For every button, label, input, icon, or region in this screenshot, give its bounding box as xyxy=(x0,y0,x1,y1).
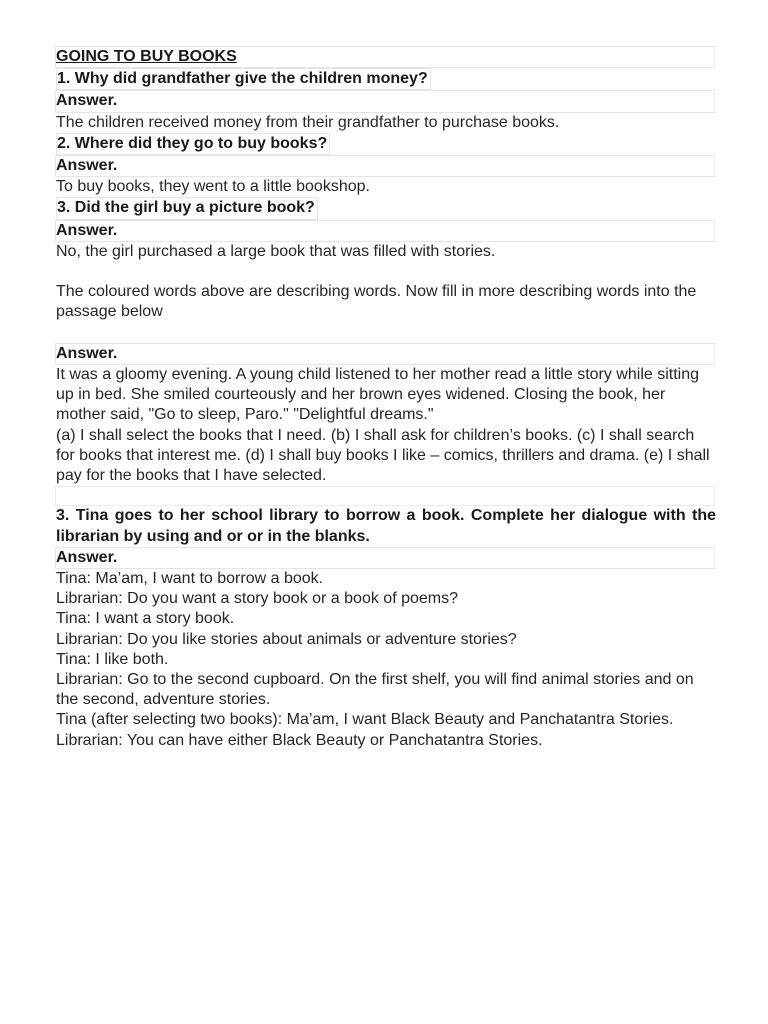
passage-paragraph-1: It was a gloomy evening. A young child listened to her mother read a little story while sitting up in bed. She smiled courteously and her brown eyes widened. Closing the book, her mother said, "Go to sleep, Paro." "Delightful dreams." xyxy=(56,366,700,424)
question-1: 1. Why did grandfather give the children money? xyxy=(56,68,431,90)
question-2-row xyxy=(56,133,716,155)
dialogue-line: Librarian: You can have either Black Beauty or Panchatantra Stories. xyxy=(56,731,543,749)
question-3-row xyxy=(56,197,716,219)
answer-label: Answer. xyxy=(56,157,118,175)
dialogue-line: Tina: Ma’am, I want to borrow a book. xyxy=(56,570,324,588)
dialogue-line: Librarian: Do you want a story book or a book of poems? xyxy=(56,590,458,608)
dialogue-line: Librarian: Go to the second cupboard. On the first shelf, you will find animal stories and on the second, adventure stories. xyxy=(56,671,694,709)
document-title: GOING TO BUY BOOKS xyxy=(56,48,237,65)
answer-4-label-row xyxy=(55,343,715,365)
answer-label: Answer. xyxy=(56,221,118,239)
question-4: 3. Tina goes to her school library to borrow a book. Complete her dialogue with the librarian by using and or or in the blanks. xyxy=(56,507,716,545)
answer-label: Answer. xyxy=(56,548,118,566)
passage-paragraph-2: (a) I shall select the books that I need. (b) I shall ask for children’s books. (c) I shall search for books that interest me. (d) I shall buy books I like – comics, thrillers and drama. (e) I shall pay for the books that I have selected. xyxy=(56,426,710,485)
instruction-text: The coloured words above are describing words. Now fill in more describing words into the passage below xyxy=(56,283,697,321)
dialogue xyxy=(56,569,716,751)
blank-line xyxy=(56,323,716,343)
answer-1-label-row xyxy=(55,90,715,112)
answer-3: No, the girl purchased a large book that was filled with stories. xyxy=(56,242,496,260)
answer-3-label-row xyxy=(55,220,715,242)
dialogue-line: Tina (after selecting two books): Ma’am, I want Black Beauty and Panchatantra Stories. xyxy=(56,711,674,729)
answer-1: The children received money from their grandfather to purchase books. xyxy=(56,113,560,131)
answer-5-label-row xyxy=(55,547,715,569)
answer-label: Answer. xyxy=(56,344,118,362)
dialogue-line: Tina: I like both. xyxy=(56,650,169,668)
document-page xyxy=(56,46,716,751)
blank-line xyxy=(56,262,716,282)
question-3: 3. Did the girl buy a picture book? xyxy=(56,197,318,219)
answer-2: To buy books, they went to a little bookshop. xyxy=(56,178,370,196)
dialogue-line: Librarian: Do you like stories about animals or adventure stories? xyxy=(56,630,517,648)
answer-label: Answer. xyxy=(56,92,118,110)
question-1-row xyxy=(56,68,716,90)
title-row xyxy=(55,46,715,68)
question-2: 2. Where did they go to buy books? xyxy=(56,133,330,155)
empty-box-line xyxy=(55,486,715,506)
answer-2-label-row xyxy=(55,155,715,177)
dialogue-line: Tina: I want a story book. xyxy=(56,610,235,628)
